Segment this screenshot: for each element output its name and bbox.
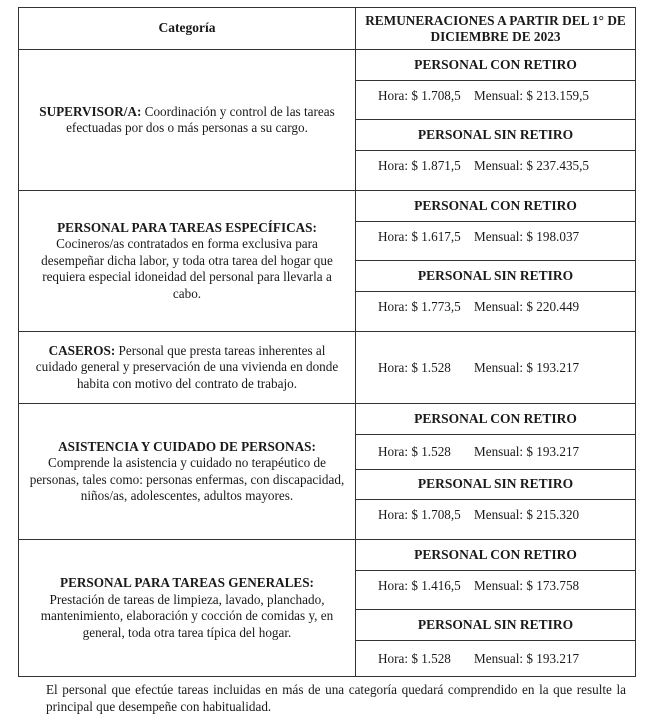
category-description: Coordinación y control de las tareas efectuadas por dos o más personas a su cargo.	[66, 103, 335, 135]
con-retiro-values	[356, 435, 635, 470]
single-values	[356, 332, 635, 403]
table-row-supervisor	[19, 50, 635, 191]
remuneration-cell	[356, 540, 635, 676]
monthly-rate: Mensual: $ 213.159,5	[474, 88, 590, 103]
category-cell	[19, 540, 356, 676]
category-cell	[19, 404, 356, 539]
hourly-rate: Hora: $ 1.708,5	[378, 507, 461, 523]
con-retiro-values	[356, 571, 635, 610]
monthly-rate: Mensual: $ 237.435,5	[474, 158, 590, 173]
hourly-rate: Hora: $ 1.871,5	[378, 158, 461, 173]
category-cell	[19, 332, 356, 403]
sin-retiro-values	[356, 151, 635, 190]
table-row-asistencia	[19, 404, 635, 540]
hourly-rate: Hora: $ 1.528	[378, 360, 451, 375]
category-cell	[19, 50, 356, 190]
salary-table	[18, 7, 636, 677]
category-name: ASISTENCIA Y CUIDADO DE PERSONAS:	[58, 438, 316, 454]
monthly-rate: Mensual: $ 215.320	[474, 507, 580, 523]
table-row-tareas-especificas	[19, 191, 635, 332]
hourly-rate: Hora: $ 1.617,5	[378, 229, 461, 244]
category-description: Prestación de tareas de limpieza, lavado, planchado, mantenimiento, elaboración y cocción de comidas y, en general, toda otra tarea típica del hogar.	[40, 591, 334, 640]
remuneration-cell	[356, 332, 635, 403]
category-name: CASEROS:	[48, 342, 116, 358]
category-column-header: Categoría	[19, 8, 356, 49]
sin-retiro-label: PERSONAL SIN RETIRO	[356, 261, 635, 292]
monthly-rate: Mensual: $ 173.758	[474, 578, 580, 593]
category-name: PERSONAL PARA TAREAS GENERALES:	[60, 575, 314, 590]
sin-retiro-label: PERSONAL SIN RETIRO	[356, 470, 635, 501]
con-retiro-label: PERSONAL CON RETIRO	[356, 540, 635, 571]
sin-retiro-label: PERSONAL SIN RETIRO	[356, 120, 635, 151]
con-retiro-values	[356, 222, 635, 261]
con-retiro-label: PERSONAL CON RETIRO	[356, 50, 635, 81]
sin-retiro-values	[356, 500, 635, 539]
monthly-rate: Mensual: $ 198.037	[474, 229, 580, 244]
category-name: SUPERVISOR/A:	[39, 103, 142, 119]
hourly-rate: Hora: $ 1.773,5	[378, 299, 461, 314]
hourly-rate: Hora: $ 1.416,5	[378, 578, 461, 593]
sin-retiro-values	[356, 292, 635, 331]
category-description: Comprende la asistencia y cuidado no terapéutico de personas, tales como: personas enfermas, con discapacidad, niños/as, adolescentes, adultos mayores.	[29, 455, 345, 503]
sin-retiro-values	[356, 641, 635, 676]
category-cell	[19, 191, 356, 331]
monthly-rate: Mensual: $ 193.217	[474, 651, 580, 666]
con-retiro-label: PERSONAL CON RETIRO	[356, 404, 635, 435]
hourly-rate: Hora: $ 1.528	[378, 651, 451, 666]
remuneration-column-header: REMUNERACIONES A PARTIR DEL 1° DE DICIEMBRE DE 2023	[365, 12, 626, 44]
hourly-rate: Hora: $ 1.708,5	[378, 88, 461, 103]
table-row-tareas-generales	[19, 540, 635, 676]
monthly-rate: Mensual: $ 193.217	[474, 360, 580, 375]
category-name: PERSONAL PARA TAREAS ESPECÍFICAS:	[57, 219, 317, 235]
table-row-caseros	[19, 332, 635, 404]
remuneration-cell	[356, 404, 635, 539]
hourly-rate: Hora: $ 1.528	[378, 444, 451, 460]
table-header-row	[19, 8, 635, 50]
remuneration-cell	[356, 50, 635, 190]
con-retiro-label: PERSONAL CON RETIRO	[356, 191, 635, 222]
footnote: El personal que efectúe tareas incluidas en más de una categoría quedará comprendido en la que resulte la principal que desempeñe con habitualidad.	[46, 682, 626, 714]
remuneration-cell	[356, 191, 635, 331]
sin-retiro-label: PERSONAL SIN RETIRO	[356, 610, 635, 641]
con-retiro-values	[356, 81, 635, 120]
category-description: Cocineros/as contratados en forma exclusiva para desempeñar dicha labor, y toda otra tarea del hogar que requiera especial idoneidad del personal para llevarla a cabo.	[41, 236, 333, 301]
monthly-rate: Mensual: $ 193.217	[474, 444, 580, 460]
monthly-rate: Mensual: $ 220.449	[474, 299, 580, 314]
category-description: Personal que presta tareas inherentes al cuidado general y preservación de una vivienda en donde habita con motivo del contrato de trabajo.	[35, 342, 339, 391]
